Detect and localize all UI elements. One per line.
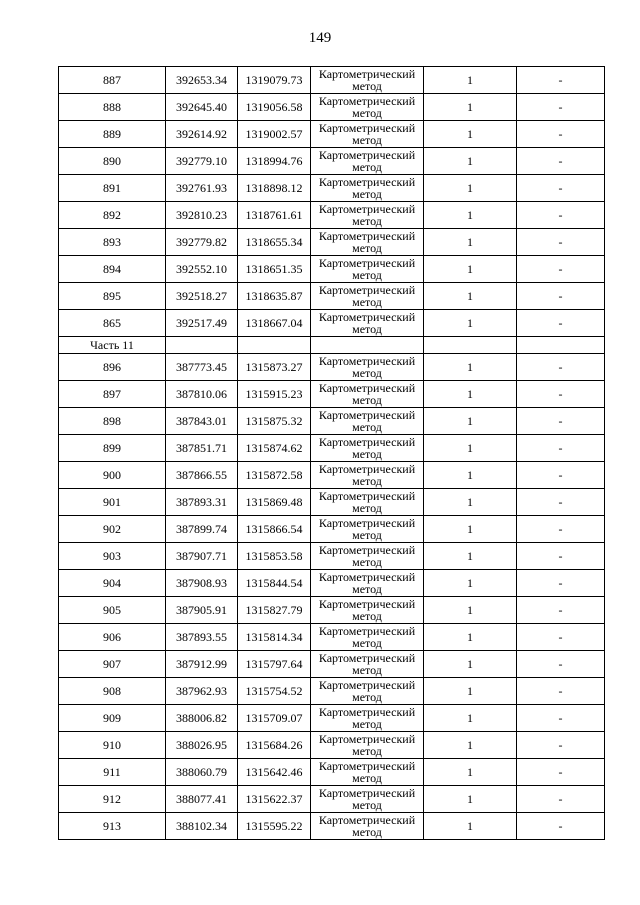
method-line-2: метод xyxy=(352,690,382,704)
note-cell: - xyxy=(517,624,605,651)
method-line-2: метод xyxy=(352,133,382,147)
accuracy-cell: 1 xyxy=(424,678,517,705)
accuracy-cell: 1 xyxy=(424,462,517,489)
method-line-2: метод xyxy=(352,771,382,785)
table-row xyxy=(59,67,605,94)
method-cell xyxy=(311,705,424,732)
method-line-1: Картометрический xyxy=(318,462,416,476)
table-row xyxy=(59,435,605,462)
part-header-row xyxy=(59,337,605,354)
point-number-cell: 903 xyxy=(59,543,166,570)
x-coordinate-cell: 387899.74 xyxy=(166,516,238,543)
accuracy-cell: 1 xyxy=(424,543,517,570)
method-cell xyxy=(311,256,424,283)
point-number-cell: 913 xyxy=(59,813,166,840)
table-row xyxy=(59,148,605,175)
method-line-2: метод xyxy=(352,366,382,380)
method-line-1: Картометрический xyxy=(318,813,416,827)
accuracy-cell: 1 xyxy=(424,121,517,148)
method-cell xyxy=(311,381,424,408)
y-coordinate-cell: 1315875.32 xyxy=(238,408,311,435)
method-cell xyxy=(311,310,424,337)
method-line-2: метод xyxy=(352,717,382,731)
method-line-1: Картометрический xyxy=(318,732,416,746)
y-coordinate-cell: 1315866.54 xyxy=(238,516,311,543)
method-line-1: Картометрический xyxy=(318,283,416,297)
accuracy-cell: 1 xyxy=(424,624,517,651)
empty-cell xyxy=(424,337,517,354)
method-line-2: метод xyxy=(352,79,382,93)
y-coordinate-cell: 1318994.76 xyxy=(238,148,311,175)
point-number-cell: 889 xyxy=(59,121,166,148)
method-line-1: Картометрический xyxy=(318,310,416,324)
method-line-1: Картометрический xyxy=(318,597,416,611)
method-cell xyxy=(311,175,424,202)
x-coordinate-cell: 387905.91 xyxy=(166,597,238,624)
accuracy-cell: 1 xyxy=(424,489,517,516)
accuracy-cell: 1 xyxy=(424,408,517,435)
point-number-cell: 909 xyxy=(59,705,166,732)
y-coordinate-cell: 1319002.57 xyxy=(238,121,311,148)
method-cell xyxy=(311,283,424,310)
method-cell xyxy=(311,121,424,148)
note-cell: - xyxy=(517,229,605,256)
accuracy-cell: 1 xyxy=(424,570,517,597)
table-row xyxy=(59,381,605,408)
note-cell: - xyxy=(517,94,605,121)
table-row xyxy=(59,121,605,148)
note-cell: - xyxy=(517,813,605,840)
table-row xyxy=(59,543,605,570)
x-coordinate-cell: 388006.82 xyxy=(166,705,238,732)
method-line-2: метод xyxy=(352,214,382,228)
method-line-2: метод xyxy=(352,663,382,677)
point-number-cell: 908 xyxy=(59,678,166,705)
table-row xyxy=(59,462,605,489)
accuracy-cell: 1 xyxy=(424,705,517,732)
method-cell xyxy=(311,813,424,840)
accuracy-cell: 1 xyxy=(424,435,517,462)
accuracy-cell: 1 xyxy=(424,651,517,678)
note-cell: - xyxy=(517,570,605,597)
note-cell: - xyxy=(517,283,605,310)
table-row xyxy=(59,570,605,597)
method-line-2: метод xyxy=(352,322,382,336)
accuracy-cell: 1 xyxy=(424,148,517,175)
y-coordinate-cell: 1318655.34 xyxy=(238,229,311,256)
method-cell xyxy=(311,543,424,570)
method-line-1: Картометрический xyxy=(318,624,416,638)
empty-cell xyxy=(517,337,605,354)
x-coordinate-cell: 387866.55 xyxy=(166,462,238,489)
y-coordinate-cell: 1318761.61 xyxy=(238,202,311,229)
note-cell: - xyxy=(517,202,605,229)
note-cell: - xyxy=(517,543,605,570)
y-coordinate-cell: 1315873.27 xyxy=(238,354,311,381)
point-number-cell: 890 xyxy=(59,148,166,175)
y-coordinate-cell: 1315874.62 xyxy=(238,435,311,462)
y-coordinate-cell: 1315595.22 xyxy=(238,813,311,840)
note-cell: - xyxy=(517,732,605,759)
accuracy-cell: 1 xyxy=(424,354,517,381)
x-coordinate-cell: 388077.41 xyxy=(166,786,238,813)
point-number-cell: 900 xyxy=(59,462,166,489)
accuracy-cell: 1 xyxy=(424,516,517,543)
accuracy-cell: 1 xyxy=(424,732,517,759)
method-line-1: Картометрический xyxy=(318,67,416,81)
x-coordinate-cell: 392517.49 xyxy=(166,310,238,337)
method-line-1: Картометрический xyxy=(318,516,416,530)
empty-cell xyxy=(166,337,238,354)
note-cell: - xyxy=(517,175,605,202)
y-coordinate-cell: 1315844.54 xyxy=(238,570,311,597)
method-line-1: Картометрический xyxy=(318,408,416,422)
y-coordinate-cell: 1315869.48 xyxy=(238,489,311,516)
note-cell: - xyxy=(517,705,605,732)
table-row xyxy=(59,94,605,121)
method-line-1: Картометрический xyxy=(318,570,416,584)
note-cell: - xyxy=(517,381,605,408)
method-cell xyxy=(311,408,424,435)
note-cell: - xyxy=(517,489,605,516)
note-cell: - xyxy=(517,516,605,543)
accuracy-cell: 1 xyxy=(424,597,517,624)
method-line-1: Картометрический xyxy=(318,381,416,395)
point-number-cell: 904 xyxy=(59,570,166,597)
method-line-1: Картометрический xyxy=(318,354,416,368)
x-coordinate-cell: 388102.34 xyxy=(166,813,238,840)
point-number-cell: 888 xyxy=(59,94,166,121)
method-line-1: Картометрический xyxy=(318,94,416,108)
point-number-cell: 865 xyxy=(59,310,166,337)
y-coordinate-cell: 1318898.12 xyxy=(238,175,311,202)
table-row xyxy=(59,354,605,381)
method-line-1: Картометрический xyxy=(318,705,416,719)
x-coordinate-cell: 392810.23 xyxy=(166,202,238,229)
accuracy-cell: 1 xyxy=(424,813,517,840)
y-coordinate-cell: 1318635.87 xyxy=(238,283,311,310)
empty-cell xyxy=(238,337,311,354)
y-coordinate-cell: 1318651.35 xyxy=(238,256,311,283)
point-number-cell: 902 xyxy=(59,516,166,543)
y-coordinate-cell: 1315872.58 xyxy=(238,462,311,489)
point-number-cell: 907 xyxy=(59,651,166,678)
method-cell xyxy=(311,202,424,229)
note-cell: - xyxy=(517,121,605,148)
x-coordinate-cell: 387773.45 xyxy=(166,354,238,381)
point-number-cell: 899 xyxy=(59,435,166,462)
point-number-cell: 895 xyxy=(59,283,166,310)
note-cell: - xyxy=(517,597,605,624)
y-coordinate-cell: 1319056.58 xyxy=(238,94,311,121)
point-number-cell: 891 xyxy=(59,175,166,202)
note-cell: - xyxy=(517,435,605,462)
accuracy-cell: 1 xyxy=(424,786,517,813)
method-line-1: Картометрический xyxy=(318,121,416,135)
note-cell: - xyxy=(517,256,605,283)
method-line-1: Картометрический xyxy=(318,786,416,800)
method-line-2: метод xyxy=(352,420,382,434)
table-row xyxy=(59,813,605,840)
point-number-cell: 905 xyxy=(59,597,166,624)
method-line-1: Картометрический xyxy=(318,256,416,270)
table-body xyxy=(59,67,605,840)
point-number-cell: 912 xyxy=(59,786,166,813)
y-coordinate-cell: 1315642.46 xyxy=(238,759,311,786)
x-coordinate-cell: 387908.93 xyxy=(166,570,238,597)
method-line-2: метод xyxy=(352,187,382,201)
x-coordinate-cell: 387907.71 xyxy=(166,543,238,570)
empty-cell xyxy=(311,337,424,354)
part-label: Часть 11 xyxy=(59,337,166,354)
x-coordinate-cell: 387962.93 xyxy=(166,678,238,705)
table-row xyxy=(59,705,605,732)
table-row xyxy=(59,489,605,516)
method-line-2: метод xyxy=(352,295,382,309)
table-row xyxy=(59,597,605,624)
x-coordinate-cell: 387893.55 xyxy=(166,624,238,651)
accuracy-cell: 1 xyxy=(424,759,517,786)
note-cell: - xyxy=(517,786,605,813)
y-coordinate-cell: 1315853.58 xyxy=(238,543,311,570)
method-cell xyxy=(311,678,424,705)
method-cell xyxy=(311,354,424,381)
method-cell xyxy=(311,94,424,121)
method-cell xyxy=(311,489,424,516)
method-line-1: Картометрический xyxy=(318,175,416,189)
table-row xyxy=(59,651,605,678)
page-number: 149 xyxy=(308,30,332,46)
point-number-cell: 910 xyxy=(59,732,166,759)
method-line-1: Картометрический xyxy=(318,651,416,665)
accuracy-cell: 1 xyxy=(424,229,517,256)
method-line-1: Картометрический xyxy=(318,759,416,773)
x-coordinate-cell: 387810.06 xyxy=(166,381,238,408)
table-row xyxy=(59,202,605,229)
note-cell: - xyxy=(517,408,605,435)
method-cell xyxy=(311,651,424,678)
point-number-cell: 897 xyxy=(59,381,166,408)
x-coordinate-cell: 392779.10 xyxy=(166,148,238,175)
y-coordinate-cell: 1315827.79 xyxy=(238,597,311,624)
point-number-cell: 894 xyxy=(59,256,166,283)
y-coordinate-cell: 1315709.07 xyxy=(238,705,311,732)
x-coordinate-cell: 387912.99 xyxy=(166,651,238,678)
y-coordinate-cell: 1315684.26 xyxy=(238,732,311,759)
note-cell: - xyxy=(517,148,605,175)
x-coordinate-cell: 388060.79 xyxy=(166,759,238,786)
x-coordinate-cell: 392645.40 xyxy=(166,94,238,121)
method-cell xyxy=(311,732,424,759)
point-number-cell: 906 xyxy=(59,624,166,651)
point-number-cell: 898 xyxy=(59,408,166,435)
x-coordinate-cell: 392779.82 xyxy=(166,229,238,256)
method-cell xyxy=(311,516,424,543)
x-coordinate-cell: 387843.01 xyxy=(166,408,238,435)
y-coordinate-cell: 1315915.23 xyxy=(238,381,311,408)
y-coordinate-cell: 1315814.34 xyxy=(238,624,311,651)
method-line-2: метод xyxy=(352,447,382,461)
table-row xyxy=(59,732,605,759)
method-line-2: метод xyxy=(352,744,382,758)
method-line-1: Картометрический xyxy=(318,489,416,503)
method-line-1: Картометрический xyxy=(318,229,416,243)
note-cell: - xyxy=(517,678,605,705)
table-row xyxy=(59,310,605,337)
method-cell xyxy=(311,148,424,175)
method-cell xyxy=(311,759,424,786)
method-line-2: метод xyxy=(352,609,382,623)
note-cell: - xyxy=(517,651,605,678)
method-line-2: метод xyxy=(352,160,382,174)
method-cell xyxy=(311,67,424,94)
x-coordinate-cell: 392653.34 xyxy=(166,67,238,94)
method-line-2: метод xyxy=(352,582,382,596)
note-cell: - xyxy=(517,462,605,489)
note-cell: - xyxy=(517,310,605,337)
table-row xyxy=(59,786,605,813)
table-row xyxy=(59,175,605,202)
method-line-1: Картометрический xyxy=(318,678,416,692)
method-line-1: Картометрический xyxy=(318,435,416,449)
method-cell xyxy=(311,624,424,651)
method-line-1: Картометрический xyxy=(318,543,416,557)
y-coordinate-cell: 1315797.64 xyxy=(238,651,311,678)
accuracy-cell: 1 xyxy=(424,202,517,229)
point-number-cell: 893 xyxy=(59,229,166,256)
method-line-2: метод xyxy=(352,106,382,120)
y-coordinate-cell: 1315622.37 xyxy=(238,786,311,813)
y-coordinate-cell: 1315754.52 xyxy=(238,678,311,705)
table-row xyxy=(59,678,605,705)
method-line-2: метод xyxy=(352,268,382,282)
note-cell: - xyxy=(517,354,605,381)
method-cell xyxy=(311,786,424,813)
method-line-1: Картометрический xyxy=(318,148,416,162)
x-coordinate-cell: 392518.27 xyxy=(166,283,238,310)
accuracy-cell: 1 xyxy=(424,94,517,121)
table-row xyxy=(59,759,605,786)
x-coordinate-cell: 392761.93 xyxy=(166,175,238,202)
method-line-2: метод xyxy=(352,393,382,407)
accuracy-cell: 1 xyxy=(424,175,517,202)
x-coordinate-cell: 392552.10 xyxy=(166,256,238,283)
point-number-cell: 896 xyxy=(59,354,166,381)
method-cell xyxy=(311,229,424,256)
method-cell xyxy=(311,462,424,489)
note-cell: - xyxy=(517,759,605,786)
table-row xyxy=(59,229,605,256)
x-coordinate-cell: 387893.31 xyxy=(166,489,238,516)
method-line-2: метод xyxy=(352,825,382,839)
y-coordinate-cell: 1318667.04 xyxy=(238,310,311,337)
table-row xyxy=(59,283,605,310)
method-line-2: метод xyxy=(352,241,382,255)
method-line-2: метод xyxy=(352,528,382,542)
point-number-cell: 887 xyxy=(59,67,166,94)
accuracy-cell: 1 xyxy=(424,283,517,310)
method-line-2: метод xyxy=(352,474,382,488)
method-cell xyxy=(311,597,424,624)
accuracy-cell: 1 xyxy=(424,67,517,94)
method-line-2: метод xyxy=(352,636,382,650)
x-coordinate-cell: 388026.95 xyxy=(166,732,238,759)
point-number-cell: 911 xyxy=(59,759,166,786)
method-line-2: метод xyxy=(352,798,382,812)
table-row xyxy=(59,516,605,543)
accuracy-cell: 1 xyxy=(424,256,517,283)
point-number-cell: 892 xyxy=(59,202,166,229)
accuracy-cell: 1 xyxy=(424,310,517,337)
method-cell xyxy=(311,435,424,462)
note-cell: - xyxy=(517,67,605,94)
coordinates-table xyxy=(58,66,605,840)
point-number-cell: 901 xyxy=(59,489,166,516)
method-cell xyxy=(311,570,424,597)
y-coordinate-cell: 1319079.73 xyxy=(238,67,311,94)
table-row xyxy=(59,624,605,651)
method-line-2: метод xyxy=(352,555,382,569)
x-coordinate-cell: 392614.92 xyxy=(166,121,238,148)
method-line-2: метод xyxy=(352,501,382,515)
x-coordinate-cell: 387851.71 xyxy=(166,435,238,462)
table-row xyxy=(59,408,605,435)
accuracy-cell: 1 xyxy=(424,381,517,408)
table-row xyxy=(59,256,605,283)
method-line-1: Картометрический xyxy=(318,202,416,216)
